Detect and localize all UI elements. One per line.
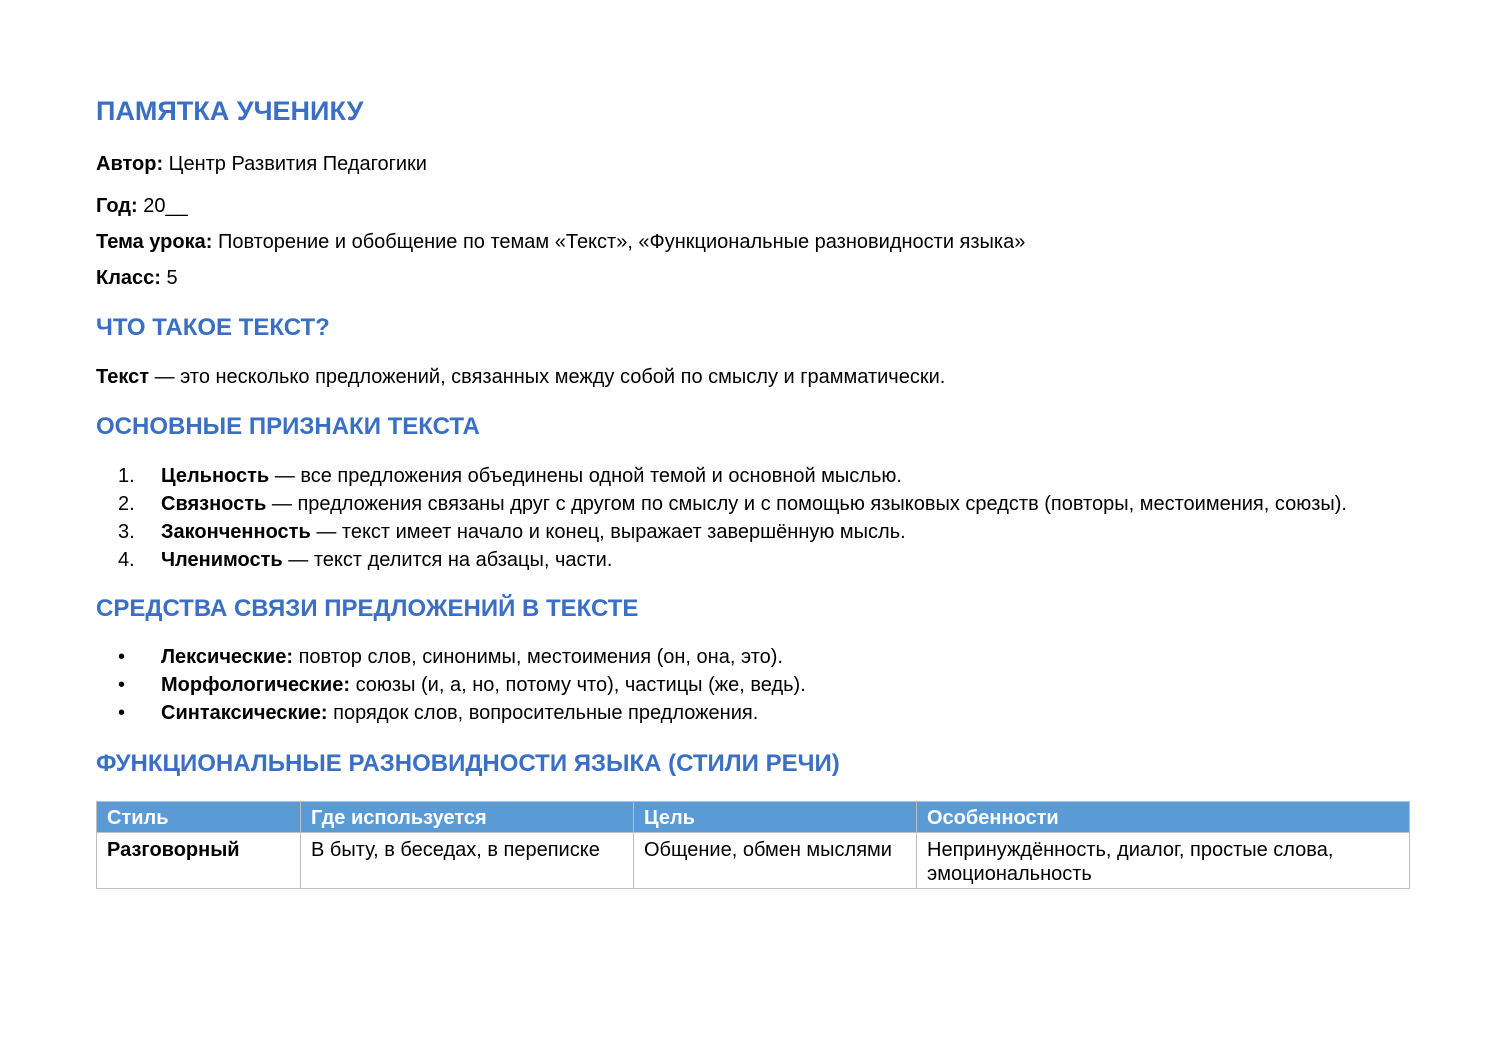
list-item: [96, 645, 1409, 669]
meta-author-value: Центр Развития Педагогики: [168, 153, 427, 175]
links-list: [96, 645, 1409, 725]
list-item-text: союзы (и, а, но, потому что), частицы (же, ведь).: [350, 674, 806, 696]
meta-year-label: Год:: [96, 195, 138, 217]
features-list: [96, 464, 1409, 572]
list-number: 3.: [118, 521, 135, 543]
list-item: [96, 492, 1409, 516]
meta-class: [96, 266, 1409, 290]
bullet-icon: •: [118, 646, 126, 668]
list-item-term: Синтаксические:: [161, 702, 328, 724]
list-item-text: порядок слов, вопросительные предложения.: [327, 702, 759, 724]
list-item-text: — текст делится на абзацы, части.: [282, 549, 613, 571]
meta-class-value: 5: [166, 267, 178, 289]
table-header-row: [97, 802, 1410, 833]
meta-topic-value: Повторение и обобщение по темам «Текст», «Функциональные разновидности языка»: [217, 231, 1026, 253]
table-cell: Разговорный: [97, 833, 301, 889]
list-item: [96, 701, 1409, 725]
list-item-text: повтор слов, синонимы, местоимения (он, она, это).: [293, 646, 783, 668]
speech-styles-table: [96, 801, 1410, 889]
list-item-text: — все предложения объединены одной темой и основной мыслью.: [269, 465, 902, 487]
list-number: 2.: [118, 493, 135, 515]
list-item: [96, 520, 1409, 544]
list-item-term: Цельность: [161, 465, 270, 487]
list-item-term: Связность: [161, 493, 267, 515]
list-item-term: Законченность: [161, 521, 311, 543]
list-number: 4.: [118, 549, 135, 571]
column-header: Стиль: [97, 802, 301, 833]
list-item-text: — предложения связаны друг с другом по смыслу и с помощью языковых средств (повторы, местоимения, союзы).: [266, 493, 1347, 515]
column-header: Цель: [634, 802, 917, 833]
list-item-text: — текст имеет начало и конец, выражает завершённую мысль.: [310, 521, 906, 543]
text-definition-body: — это несколько предложений, связанных между собой по смыслу и грамматически.: [149, 366, 946, 388]
section-heading-styles: ФУНКЦИОНАЛЬНЫЕ РАЗНОВИДНОСТИ ЯЗЫКА (СТИЛИ РЕЧИ): [96, 750, 840, 777]
meta-year: [96, 194, 1409, 218]
list-number: 1.: [118, 465, 135, 487]
section-heading-features: ОСНОВНЫЕ ПРИЗНАКИ ТЕКСТА: [96, 413, 480, 440]
text-definition: [96, 365, 1409, 389]
bullet-icon: •: [118, 702, 126, 724]
meta-class-label: Класс:: [96, 267, 161, 289]
text-definition-term: Текст: [96, 366, 150, 388]
column-header: Особенности: [917, 802, 1410, 833]
list-item-term: Членимость: [161, 549, 283, 571]
list-item-term: Морфологические:: [161, 674, 351, 696]
meta-topic-label: Тема урока:: [96, 231, 213, 253]
list-item: [96, 673, 1409, 697]
section-heading-what-is-text: ЧТО ТАКОЕ ТЕКСТ?: [96, 314, 330, 341]
column-header: Где используется: [301, 802, 634, 833]
table-cell: В быту, в беседах, в переписке: [301, 833, 634, 889]
list-item: [96, 464, 1409, 488]
list-item-term: Лексические:: [161, 646, 294, 668]
bullet-icon: •: [118, 674, 126, 696]
table-cell: Общение, обмен мыслями: [634, 833, 917, 889]
section-heading-links: СРЕДСТВА СВЯЗИ ПРЕДЛОЖЕНИЙ В ТЕКСТЕ: [96, 595, 639, 622]
table-cell: Непринуждённость, диалог, простые слова, эмоциональность: [917, 833, 1410, 889]
list-item: [96, 548, 1409, 572]
meta-topic: [96, 230, 1409, 254]
meta-year-value: 20__: [143, 195, 188, 217]
document-title: ПАМЯТКА УЧЕНИКУ: [96, 96, 364, 126]
document-page: [96, 92, 1409, 889]
meta-author-label: Автор:: [96, 153, 164, 175]
meta-author: [96, 152, 1409, 176]
table-row: [97, 833, 1410, 889]
